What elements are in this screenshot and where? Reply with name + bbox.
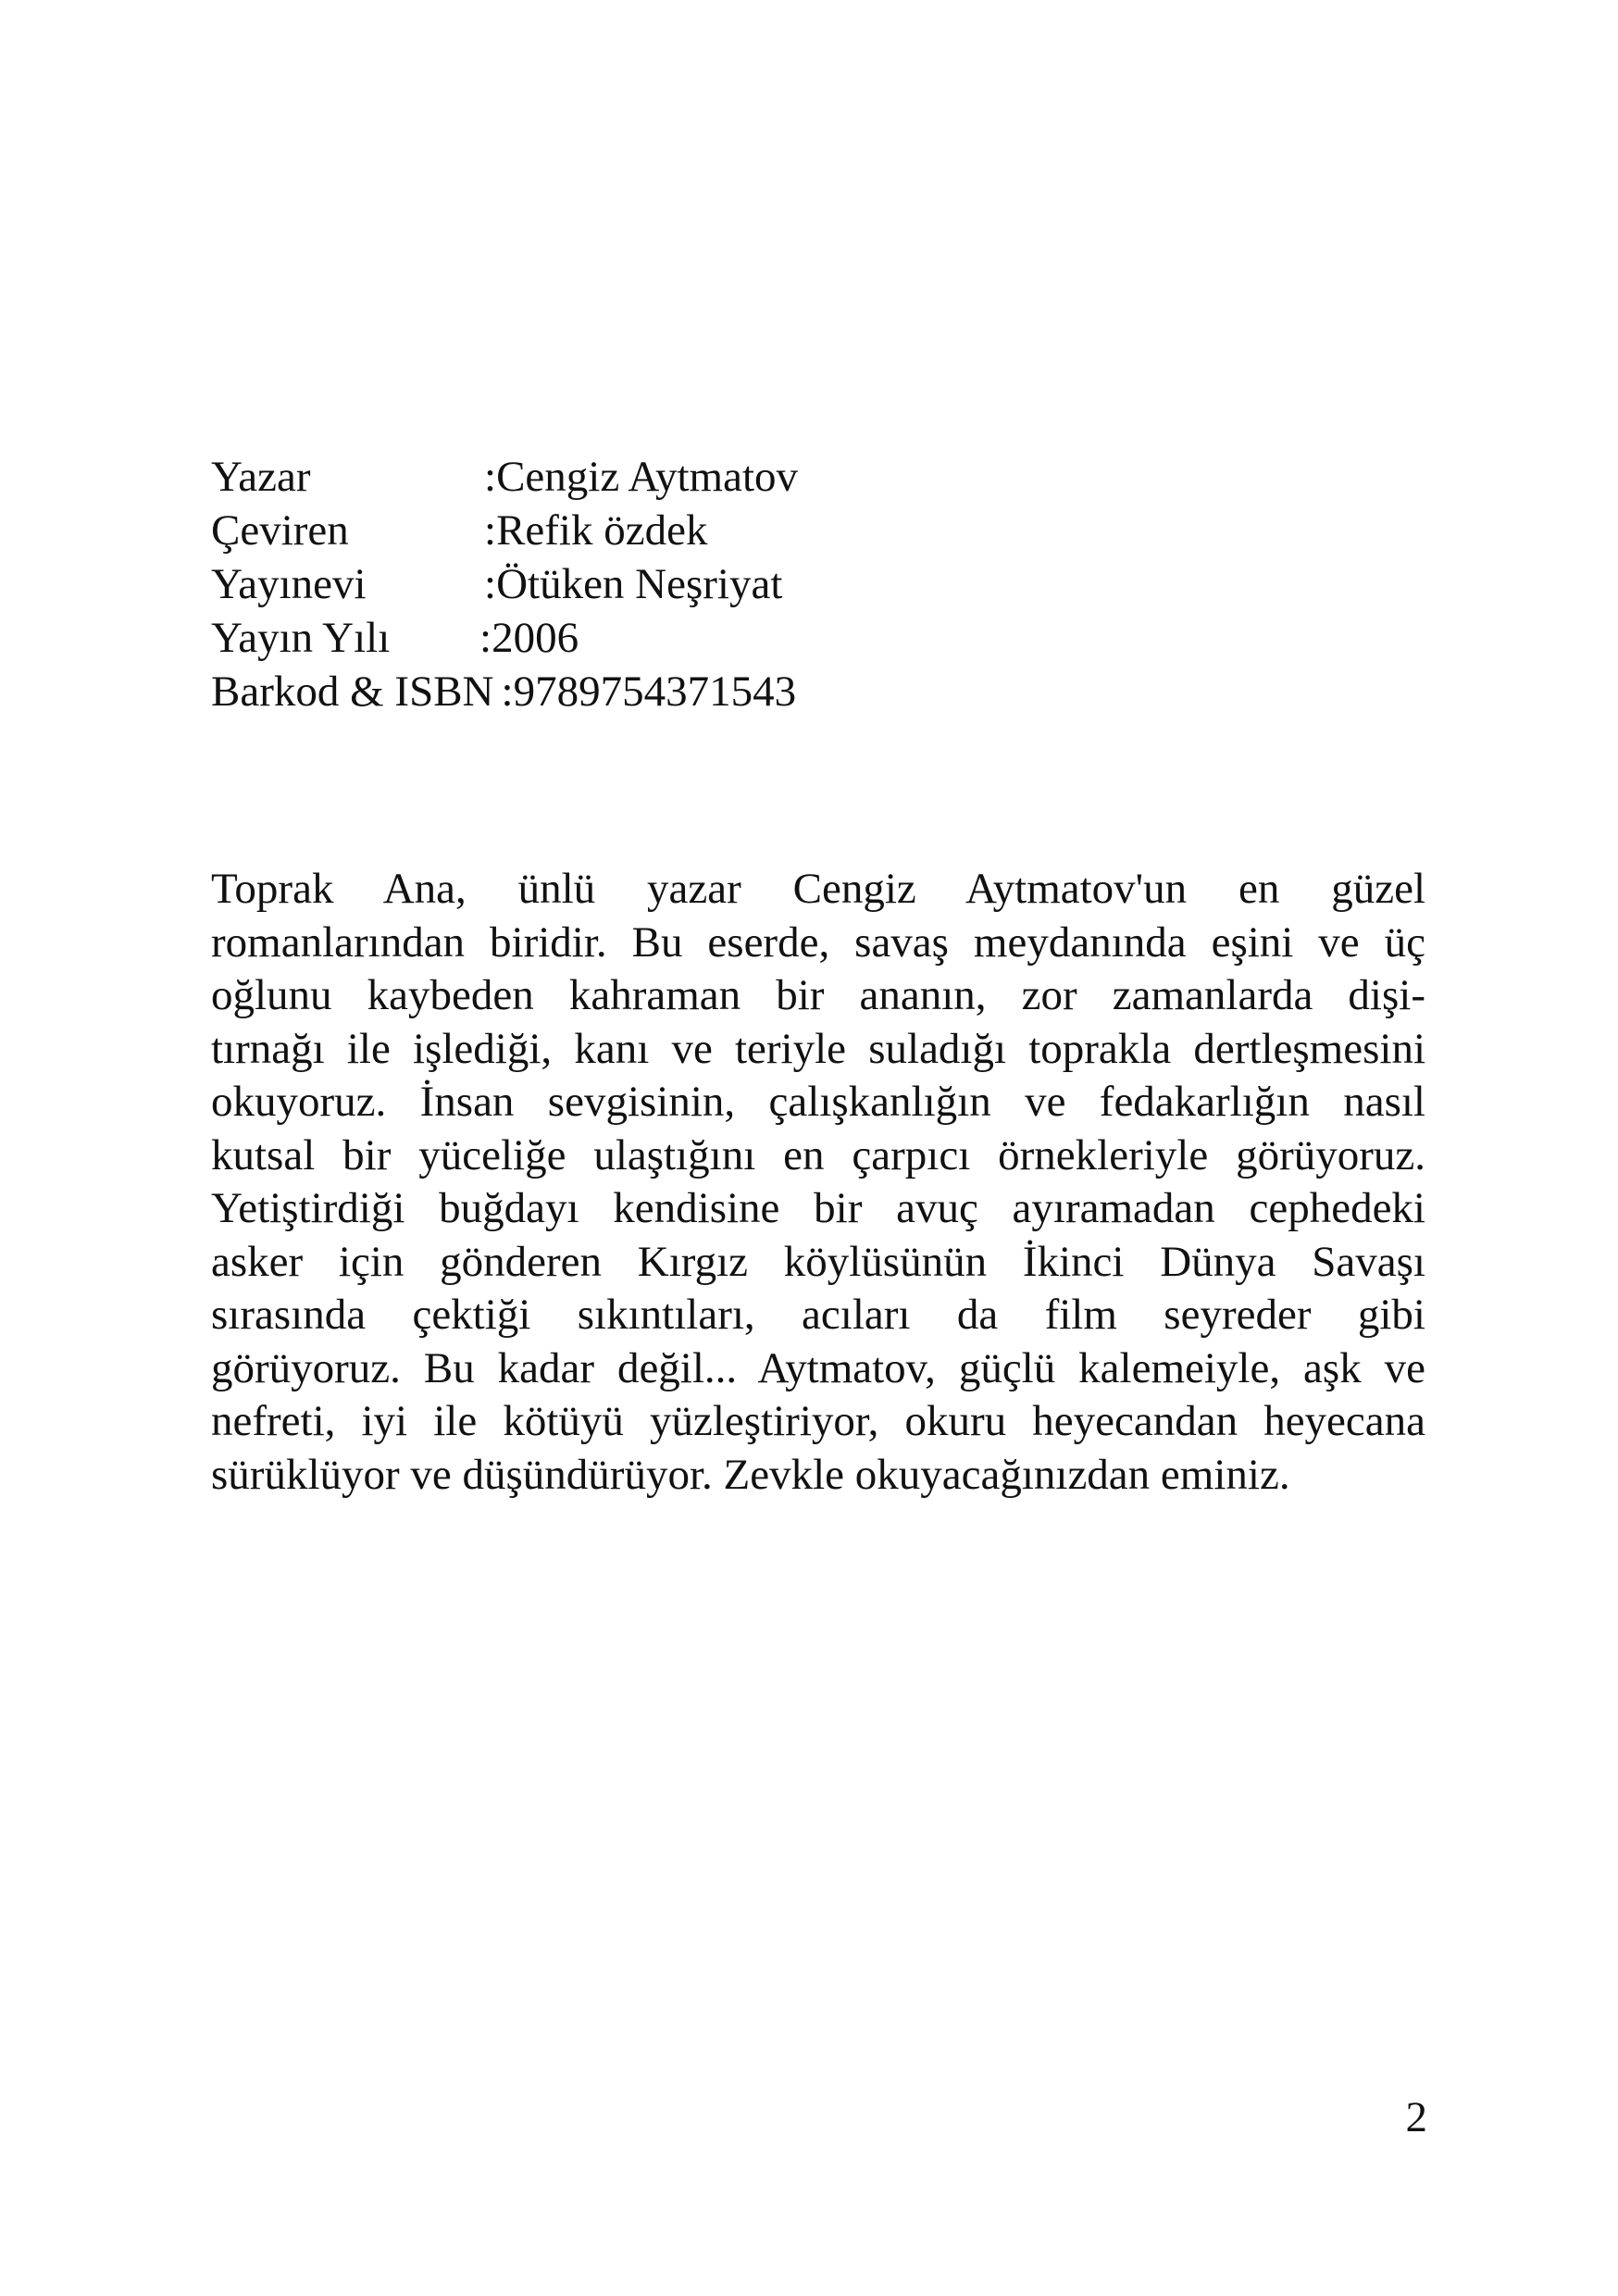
book-summary <box>211 863 1425 1502</box>
summary-line: Toprak Ana, ünlü yazar Cengiz Aytmatov'un en güzel <box>211 865 1425 913</box>
metadata-label: Yayınevi <box>211 560 367 608</box>
metadata-value: Cengiz Aytmatov <box>496 453 799 501</box>
book-metadata <box>211 450 798 718</box>
metadata-separator: : <box>479 614 492 662</box>
metadata-row-translator <box>211 504 798 557</box>
summary-line: görüyoruz. Bu kadar değil... Aytmatov, güçlü kalemeiyle, aşk ve <box>211 1343 1425 1392</box>
metadata-value: 9789754371543 <box>513 668 797 716</box>
summary-line: romanlarından biridir. Bu eserde, savaş meydanında eşini ve üç <box>211 917 1425 967</box>
metadata-label: Barkod & ISBN <box>211 668 494 716</box>
metadata-row-year <box>211 611 798 665</box>
metadata-row-publisher <box>211 557 798 611</box>
metadata-separator: : <box>484 453 497 501</box>
metadata-label: Çeviren <box>211 506 349 555</box>
summary-line: kutsal bir yüceliğe ulaştığını en çarpıcı örnekleriyle görüyoruz. <box>211 1130 1425 1179</box>
summary-line: Yetiştirdiği buğdayı kendisine bir avuç ayıramadan cephedeki <box>211 1184 1425 1232</box>
metadata-label: Yazar <box>211 453 311 501</box>
metadata-value: Ötüken Neşriyat <box>496 560 783 608</box>
summary-line: nefreti, iyi ile kötüyü yüzleştiriyor, okuru heyecandan heyecana <box>211 1397 1425 1445</box>
metadata-separator: : <box>484 506 497 555</box>
summary-line: sırasında çektiği sıkıntıları, acıları da film seyreder gibi <box>211 1291 1425 1339</box>
metadata-value: 2006 <box>492 614 579 662</box>
summary-line: asker için gönderen Kırgız köylüsünün İkinci Dünya Savaşı <box>211 1237 1425 1286</box>
summary-line: tırnağı ile işlediği, kanı ve teriyle suladığı toprakla dertleşmesini <box>211 1024 1425 1073</box>
metadata-separator: : <box>484 560 497 608</box>
summary-line: okuyoruz. İnsan sevgisinin, çalışkanlığın ve fedakarlığın nasıl <box>211 1078 1425 1126</box>
summary-line: oğlunu kaybeden kahraman bir ananın, zor zamanlarda dişi- <box>211 971 1425 1019</box>
metadata-value: Refik özdek <box>496 506 708 555</box>
metadata-label: Yayın Yılı <box>211 614 391 662</box>
page-number: 2 <box>1405 2093 1427 2141</box>
metadata-separator: : <box>501 668 514 716</box>
summary-line: sürüklüyor ve düşündürüyor. Zevkle okuyacağınızdan eminiz. <box>211 1450 1290 1499</box>
metadata-row-author <box>211 450 798 504</box>
metadata-row-isbn <box>211 665 798 718</box>
